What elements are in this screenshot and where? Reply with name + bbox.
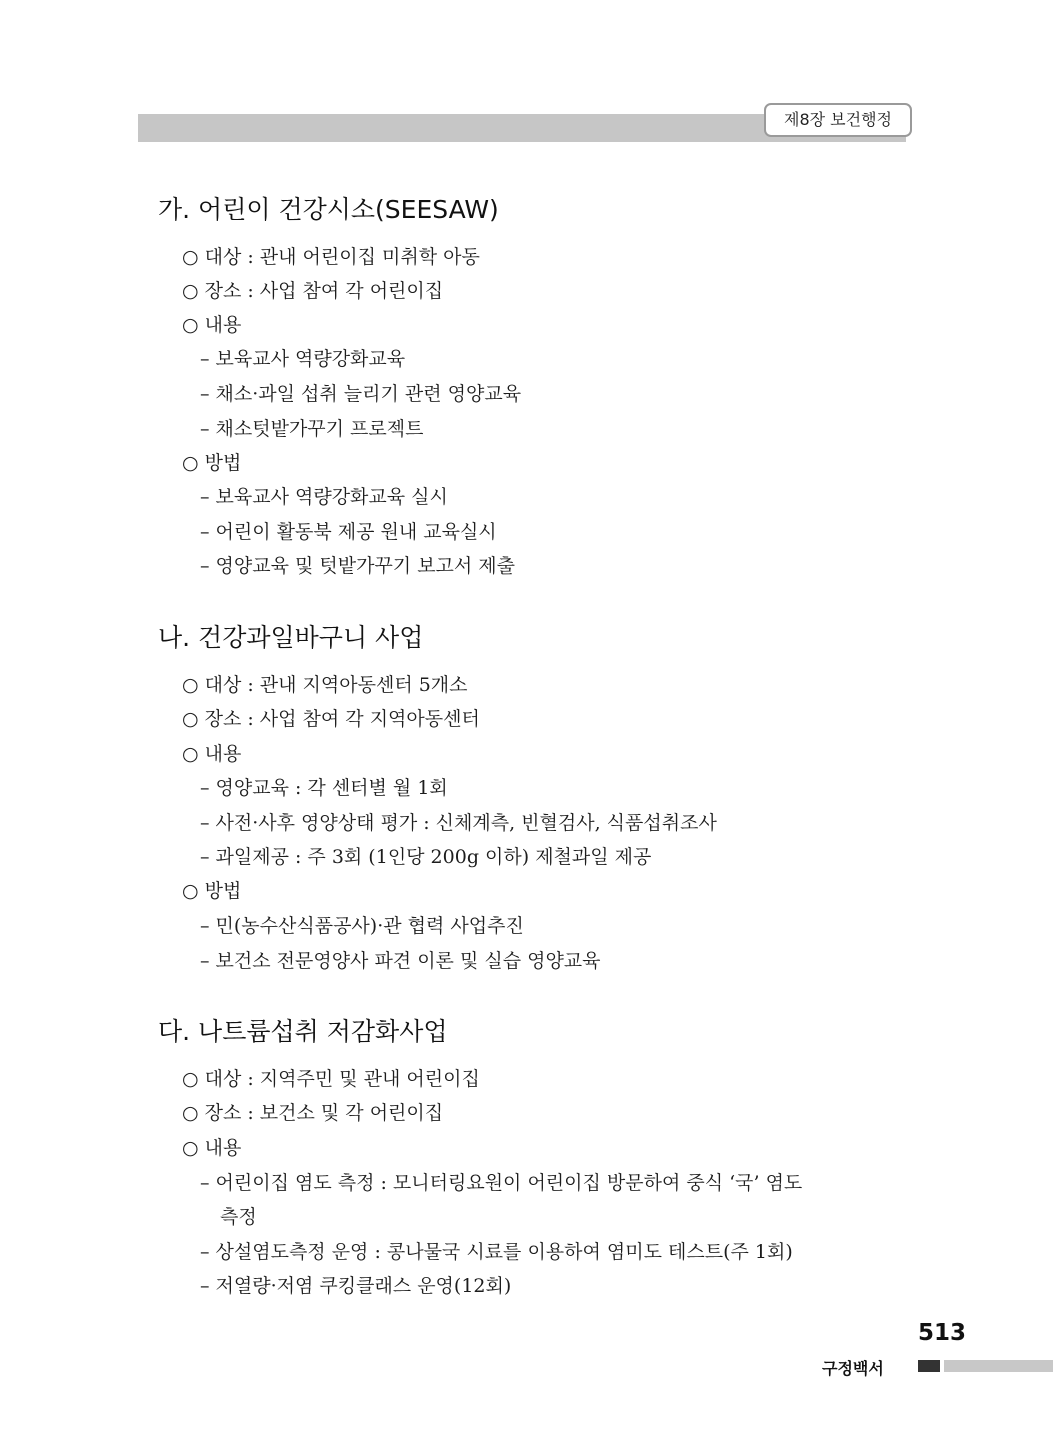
list-item: – 사전·사후 영양상태 평가 : 신체계측, 빈혈검사, 식품섭취조사 [200, 812, 717, 834]
list-item: – 채소텃밭가꾸기 프로젝트 [200, 418, 424, 440]
list-item: – 저열량·저염 쿠킹클래스 운영(12회) [200, 1275, 512, 1297]
list-item: ○ 내용 [182, 743, 242, 765]
chapter-label: 제8장 보건행정 [764, 103, 912, 137]
list-item: ○ 대상 : 지역주민 및 관내 어린이집 [182, 1068, 480, 1090]
footer-bar-light [944, 1360, 1053, 1372]
list-item: – 민(농수산식품공사)·관 협력 사업추진 [200, 915, 524, 937]
list-item: ○ 방법 [182, 880, 242, 902]
list-item: ○ 방법 [182, 452, 242, 474]
list-item: – 영양교육 및 텃밭가꾸기 보고서 제출 [200, 555, 516, 577]
list-item: ○ 장소 : 사업 참여 각 지역아동센터 [182, 708, 480, 730]
list-item-continuation: 측정 [220, 1206, 257, 1228]
list-item: – 보육교사 역량강화교육 [200, 348, 406, 370]
list-item: ○ 장소 : 보건소 및 각 어린이집 [182, 1102, 444, 1124]
list-item: – 어린이집 염도 측정 : 모니터링요원이 어린이집 방문하여 중식 ‘국’ 염도 [200, 1172, 803, 1194]
list-item: – 과일제공 : 주 3회 (1인당 200g 이하) 제철과일 제공 [200, 846, 652, 868]
section-title: 다. 나트륨섭취 저감화사업 [158, 1017, 448, 1046]
list-item: ○ 내용 [182, 314, 242, 336]
list-item: – 영양교육 : 각 센터별 월 1회 [200, 777, 448, 799]
list-item: – 상설염도측정 운영 : 콩나물국 시료를 이용하여 염미도 테스트(주 1회) [200, 1241, 793, 1263]
section-title: 가. 어린이 건강시소(SEESAW) [158, 195, 499, 224]
list-item: – 보건소 전문영양사 파견 이론 및 실습 영양교육 [200, 950, 601, 972]
page-number: 513 [918, 1320, 967, 1346]
book-title: 구정백서 [822, 1359, 884, 1378]
list-item: – 보육교사 역량강화교육 실시 [200, 486, 448, 508]
list-item: ○ 장소 : 사업 참여 각 어린이집 [182, 280, 444, 302]
list-item: – 어린이 활동북 제공 원내 교육실시 [200, 521, 497, 543]
section-title: 나. 건강과일바구니 사업 [158, 623, 424, 652]
list-item: ○ 내용 [182, 1137, 242, 1159]
list-item: – 채소·과일 섭취 늘리기 관련 영양교육 [200, 383, 522, 405]
footer-bar-dark [918, 1360, 940, 1372]
list-item: ○ 대상 : 관내 지역아동센터 5개소 [182, 674, 468, 696]
list-item: ○ 대상 : 관내 어린이집 미취학 아동 [182, 246, 480, 268]
